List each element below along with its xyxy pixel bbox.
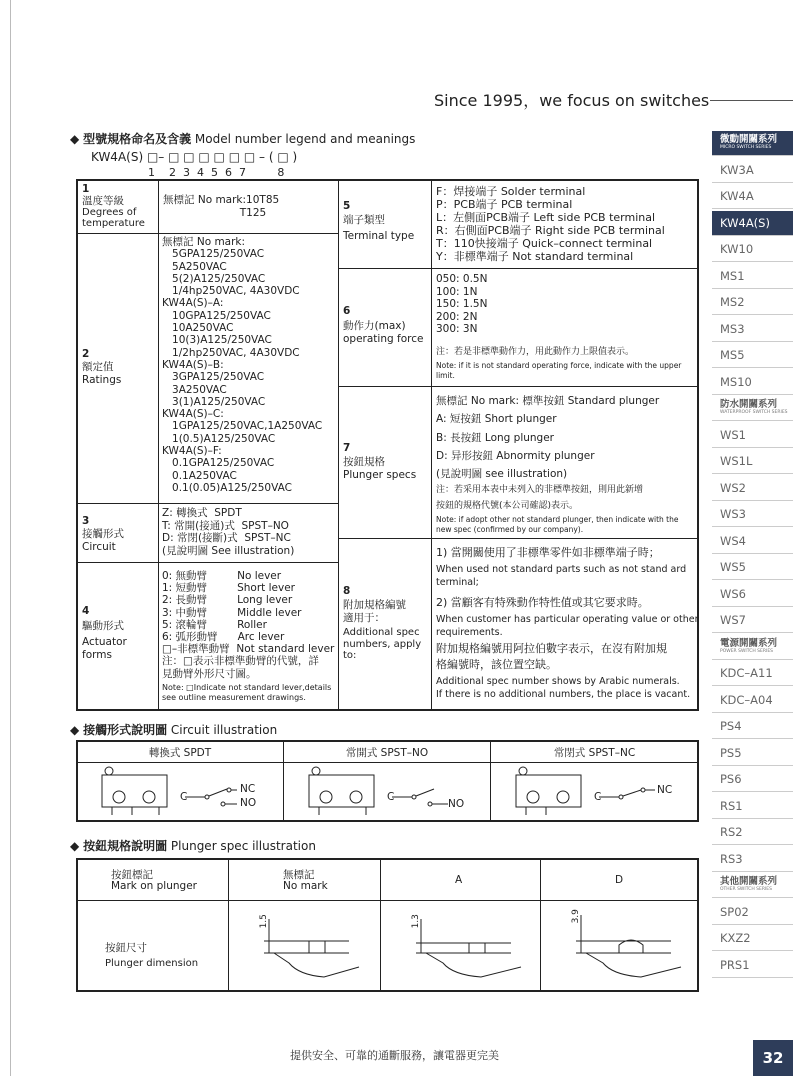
item-7-content: 無標記 No mark: 標準按鈕 Standard plunger A: 短按鈕 Short plunger B: 長按鈕 Long plunger D: 异形按鈕 Abnormity plunger (見說明圖 see illustration) — [436, 395, 660, 481]
item-8-p1-en: When used not standard parts such as not stand ard terminal; — [436, 564, 687, 588]
sidebar-item-ms1[interactable]: MS1 — [712, 264, 793, 289]
sidebar-group-title: 防水開關系列 — [720, 399, 778, 410]
plunger-no-mark-drawing — [264, 919, 359, 977]
item-2-content: 無標記 No mark: 5GPA125/250VAC 5A250VAC 5(2)A125/250VAC 1/4hp250VAC, 4A30VDC KW4A(S)–A: 10GPA125/250VAC 10A250VAC 10(3)A125/250VAC 1/2hp250VAC, 4A30VDC KW4A(S)–B: 3GPA125/250VAC 3A250VAC 3(1)A125/250VAC KW4A(S)–C: 1GPA125/250VAC,1A250VAC 1(0.5)A125/250VAC KW4A(S)–F: 0.1GPA125/250VAC 0.1A250VAC 0.1(0.05)A125/250VAC — [162, 236, 323, 494]
item-8-number: 8 — [343, 585, 351, 597]
item-3-number: 3 — [82, 515, 90, 527]
diamond-icon: ◆ — [70, 132, 80, 146]
spdt-switch-diagram — [102, 767, 237, 815]
sidebar-item-kxz2[interactable]: KXZ2 — [712, 926, 793, 951]
sidebar-item-ws4[interactable]: WS4 — [712, 529, 793, 554]
dimension-no-mark: 1.5 — [258, 914, 269, 929]
item-6-note-en: Note: if it is not standard operating force, indicate with the upper limit. — [436, 361, 682, 380]
sidebar-item-ws5[interactable]: WS5 — [712, 555, 793, 580]
plunger-heading — [70, 837, 316, 854]
divider — [158, 180, 159, 710]
item-2-number: 2 — [82, 348, 90, 360]
diamond-icon: ◆ — [70, 839, 80, 853]
sidebar-item-ws6[interactable]: WS6 — [712, 582, 793, 607]
plunger-d-label: D — [615, 874, 624, 886]
legend-title-en: Model number legend and meanings — [194, 132, 416, 146]
item-4-number: 4 — [82, 605, 90, 617]
sidebar-item-rs3[interactable]: RS3 — [712, 847, 793, 872]
item-8-p1-cn: 1) 當開關使用了非標準零件如非標準端子時； — [436, 546, 660, 559]
spdt-no-label: NO — [240, 797, 257, 809]
plunger-title-en: Plunger spec illustration — [170, 839, 316, 853]
spdt-c-label: C — [180, 791, 188, 803]
sidebar-item-ws3[interactable]: WS3 — [712, 502, 793, 527]
spst-nc-c-label: C — [594, 791, 602, 803]
item-7-number: 7 — [343, 442, 351, 454]
sidebar-item-ws7[interactable]: WS7 — [712, 608, 793, 633]
item-3-label-en: Circuit — [82, 541, 116, 553]
spst-no-no-label: NO — [448, 798, 465, 810]
item-6-label-cn: 動作力(max) — [343, 320, 406, 332]
plunger-d-drawing — [576, 915, 681, 977]
diamond-icon: ◆ — [70, 723, 80, 737]
sidebar-item-ps4[interactable]: PS4 — [712, 714, 793, 739]
sidebar-group-title: 微動開關系列 — [720, 134, 778, 145]
divider — [339, 386, 698, 387]
nomark-label-en: No mark — [283, 880, 328, 892]
spdt-nc-label: NC — [240, 783, 256, 795]
sidebar-item-rs2[interactable]: RS2 — [712, 820, 793, 845]
sidebar-item-kw4a[interactable]: KW4A — [712, 184, 793, 209]
sidebar-item-rs1[interactable]: RS1 — [712, 794, 793, 819]
item-6-note-cn: 注：若是非標準動作力，用此動作力上限值表示。 — [436, 347, 635, 357]
item-8-p2-cn: 2) 當顧客有特殊動作特性值或其它要求時。 — [436, 596, 649, 609]
sidebar-group-title: 電源開關系列 — [720, 637, 778, 649]
sidebar-item-kdc-a04[interactable]: KDC–A04 — [712, 688, 793, 713]
sidebar-item-ms10[interactable]: MS10 — [712, 370, 793, 395]
legend-heading — [70, 130, 415, 147]
item-4-label-en: Actuator forms — [82, 636, 127, 661]
circuit-nc-label: 常閉式 SPST–NC — [553, 747, 636, 759]
item-1-label-cn: 溫度等級 — [82, 195, 124, 207]
item-8-label-cn: 附加規格編號 適用于： — [343, 599, 406, 624]
divider — [77, 233, 338, 234]
circuit-spdt-label: 轉換式 SPDT — [148, 747, 212, 759]
model-code: KW4A(S) □– □ □ □ □ □ □ – ( □ ) — [91, 150, 298, 164]
sidebar-item-ms2[interactable]: MS2 — [712, 290, 793, 315]
item-3-label-cn: 接觸形式 — [82, 528, 124, 540]
dimension-label-cn: 按鈕尺寸 — [105, 942, 147, 954]
sidebar-item-ws1l[interactable]: WS1L — [712, 449, 793, 474]
item-5-number: 5 — [343, 200, 351, 212]
item-4-label-cn: 驅動形式 — [82, 620, 124, 632]
sidebar-item-ws1[interactable]: WS1 — [712, 423, 793, 448]
sidebar-item-ps6[interactable]: PS6 — [712, 767, 793, 792]
item-8-label-en: Additional spec numbers, apply to: — [343, 627, 422, 661]
item-4-content: 0: 無動臂 No lever 1: 短動臂 Short lever 2: 長動臂 Long lever 3: 中動臂 Middle lever 5: 滾輪臂 Roller 6: 弧形動臂 Arc lever □–非標準動臂 Not standard lever 注：□表示非標準動臂的代號，詳 見動臂外形尺寸圖。 — [162, 570, 335, 680]
item-8-p2-en: When customer has particular operating value or other requirements. — [436, 614, 699, 638]
sidebar-group-subtitle: MICRO SWITCH SERIES — [720, 145, 772, 150]
item-8-p3-en: Additional spec number shows by Arabic numerals. If there is no additional numbers, the place is vacant. — [436, 676, 691, 700]
divider — [77, 562, 338, 563]
plunger-a-label: A — [455, 874, 463, 886]
slogan-underline — [710, 100, 793, 101]
footer-text: 提供安全、可靠的通斷服務，讓電器更完美 — [290, 1049, 499, 1062]
item-8-p3-cn: 附加規格編號用阿拉伯數字表示，在沒有附加規 格編號時，該位置空缺。 — [436, 642, 667, 671]
divider — [339, 268, 698, 269]
circuit-heading — [70, 721, 277, 738]
item-5-content: F：焊接端子 Solder terminal P：PCB端子 PCB terminal L：左側面PCB端子 Left side PCB terminal R：右側面PCB端子 Right side PCB terminal T：110快接端子 Quick–connect terminal Y：非標準端子 Not standard terminal — [436, 185, 665, 263]
sidebar-group-micro — [712, 131, 793, 156]
sidebar-item-sp02[interactable]: SP02 — [712, 900, 793, 925]
sidebar-item-ms5[interactable]: MS5 — [712, 343, 793, 368]
divider — [338, 180, 339, 710]
circuit-title-en: Circuit illustration — [170, 723, 278, 737]
sidebar-group-subtitle: OTHER SWITCH SERIES — [720, 887, 773, 892]
spst-no-c-label: C — [387, 791, 395, 803]
spst-nc-nc-label: NC — [657, 784, 673, 796]
mark-label-en: Mark on plunger — [111, 880, 197, 892]
item-7-label-cn: 按鈕規格 — [343, 456, 385, 468]
spst-nc-switch-diagram — [516, 767, 655, 815]
sidebar-item-ps5[interactable]: PS5 — [712, 741, 793, 766]
item-1-label-en: Degrees of temperature — [82, 207, 145, 229]
page-margin-line — [10, 0, 11, 1076]
sidebar-group-other — [712, 873, 793, 898]
sidebar-group-subtitle: POWER SWITCH SERIES — [720, 648, 774, 654]
sidebar-item-kw4a-s-[interactable]: KW4A(S) — [712, 211, 793, 236]
item-6-label-en: operating force — [343, 333, 424, 345]
sidebar-group-waterproof — [712, 396, 793, 421]
sidebar-item-ws2[interactable]: WS2 — [712, 476, 793, 501]
dimension-a: 1.3 — [410, 914, 421, 929]
item-4-note: Note: □Indicate not standard lever,details see outline measurement drawings. — [162, 683, 332, 702]
item-5-label-en: Terminal type — [343, 230, 415, 242]
item-7-note-en: Note: if adopt other not standard plunger, then indicate with the new spec (confirmed by our company). — [436, 515, 679, 534]
circuit-title-cn: 接觸形式說明圖 — [83, 723, 168, 737]
item-1-content: 無標記 No mark:10T85 T125 — [163, 194, 280, 219]
item-6-number: 6 — [343, 305, 351, 317]
divider — [431, 180, 432, 710]
spst-no-switch-diagram — [309, 767, 448, 815]
circuit-no-label: 常開式 SPST–NO — [345, 747, 429, 759]
item-6-content: 050: 0.5N 100: 1N 150: 1.5N 200: 2N 300: 3N — [436, 273, 488, 335]
divider — [339, 538, 698, 539]
item-2-label-en: Ratings — [82, 374, 122, 386]
divider — [77, 503, 338, 504]
nomark-label-cn: 無標記 — [283, 869, 315, 881]
dimension-label-en: Plunger dimension — [105, 958, 199, 969]
sidebar-group-title: 其他開關系列 — [720, 876, 778, 887]
page-number: 32 — [753, 1040, 793, 1076]
plunger-title-cn: 按鈕規格說明圖 — [83, 839, 168, 853]
model-code-digits: 1 2 3 4 5 6 7 8 — [148, 166, 285, 179]
sidebar-item-prs1[interactable]: PRS1 — [712, 953, 793, 978]
item-3-content: Z: 轉換式 SPDT T: 常開(接通)式 SPST–NO D: 常閉(接斷)式 SPST–NC (見說明圖 See illustration) — [162, 507, 295, 557]
mark-label-cn: 按鈕標記 — [111, 869, 153, 881]
legend-title-cn: 型號規格命名及含義 — [83, 132, 192, 146]
sidebar-group-subtitle: WATERPROOF SWITCH SERIES — [720, 410, 788, 415]
item-7-label-en: Plunger specs — [343, 469, 417, 481]
item-2-label-cn: 額定值 — [82, 361, 114, 373]
sidebar-item-kw10[interactable]: KW10 — [712, 237, 793, 262]
dimension-d: 3.9 — [570, 909, 581, 924]
item-1-number: 1 — [82, 183, 90, 195]
item-7-note-cn: 注：若采用本表中未列入的非標準按鈕，則用此新增 按鈕的規格代號(本公司確認)表示。 — [436, 485, 644, 511]
sidebar-item-kdc-a11[interactable]: KDC–A11 — [712, 661, 793, 686]
plunger-drawings — [229, 901, 698, 991]
sidebar-group-power — [712, 635, 793, 660]
sidebar-item-kw3a[interactable]: KW3A — [712, 158, 793, 183]
plunger-a-drawing — [416, 919, 521, 977]
slogan: Since 1995，we focus on switches — [434, 91, 710, 110]
item-5-label-cn: 端子類型 — [343, 214, 385, 226]
sidebar-item-ms3[interactable]: MS3 — [712, 317, 793, 342]
